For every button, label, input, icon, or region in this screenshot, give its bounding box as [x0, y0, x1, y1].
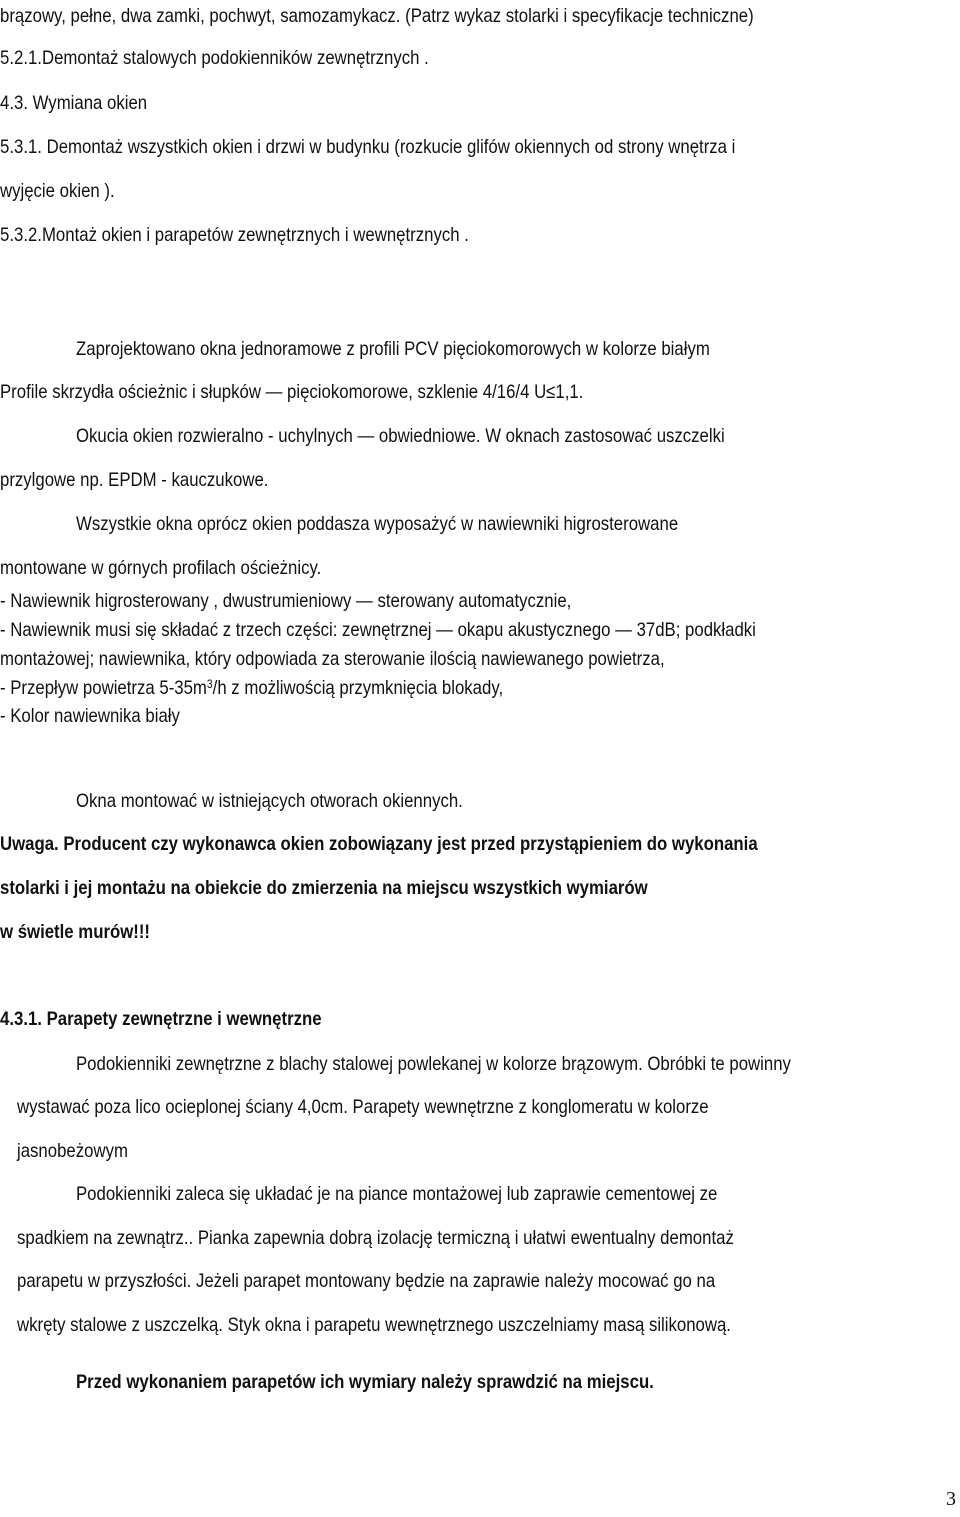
text-fragment: - Przepływ powietrza 5-35m [0, 677, 207, 699]
paragraph-line: montowane w górnych profilach ościeżnicy. [0, 557, 322, 579]
paragraph-line: Podokienniki zaleca się układać je na piance montażowej lub zaprawie cementowej ze [76, 1183, 718, 1205]
text-line: brązowy, pełne, dwa zamki, pochwyt, samozamykacz. (Patrz wykaz stolarki i specyfikacje techniczne) [0, 5, 754, 27]
paragraph-line: Okna montować w istniejących otworach okiennych. [76, 790, 463, 812]
paragraph-line: spadkiem na zewnątrz.. Pianka zapewnia dobrą izolację termiczną i ułatwi ewentualny demontaż [17, 1227, 734, 1249]
section-heading: 4.3.1. Parapety zewnętrzne i wewnętrzne [0, 1008, 322, 1030]
list-item: - Kolor nawiewnika biały [0, 705, 180, 727]
paragraph-line: Podokienniki zewnętrzne z blachy stalowej powlekanej w kolorze brązowym. Obróbki te powinny [76, 1053, 791, 1075]
paragraph-line: wystawać poza lico ocieplonej ściany 4,0cm. Parapety wewnętrzne z konglomeratu w kolorze [17, 1096, 709, 1118]
list-item [0, 677, 503, 699]
warning-line: stolarki i jej montażu na obiekcie do zmierzenia na miejscu wszystkich wymiarów [0, 877, 648, 899]
text-line: wyjęcie okien ). [0, 180, 115, 202]
paragraph-line: parapetu w przyszłości. Jeżeli parapet montowany będzie na zaprawie należy mocować go na [17, 1270, 716, 1292]
paragraph-line: przylgowe np. EPDM - kauczukowe. [0, 469, 269, 491]
page-number: 3 [946, 1488, 956, 1510]
section-heading: 4.3. Wymiana okien [0, 92, 148, 114]
superscript: 3 [206, 677, 213, 691]
warning-line: Uwaga. Producent czy wykonawca okien zobowiązany jest przed przystąpieniem do wykonania [0, 833, 758, 855]
paragraph-line: Wszystkie okna oprócz okien poddasza wyposażyć w nawiewniki higrosterowane [76, 513, 679, 535]
paragraph-line: Zaprojektowano okna jednoramowe z profili PCV pięciokomorowych w kolorze białym [76, 338, 710, 360]
paragraph-line: jasnobeżowym [17, 1140, 128, 1162]
list-item: - Nawiewnik higrosterowany , dwustrumieniowy — sterowany automatycznie, [0, 590, 572, 612]
section-heading: 5.3.2.Montaż okien i parapetów zewnętrznych i wewnętrznych . [0, 224, 469, 246]
list-item: montażowej; nawiewnika, który odpowiada za sterowanie ilością nawiewanego powietrza, [0, 648, 665, 670]
paragraph-line: Okucia okien rozwieralno - uchylnych — obwiedniowe. W oknach zastosować uszczelki [76, 425, 725, 447]
paragraph-line: wkręty stalowe z uszczelką. Styk okna i parapetu wewnętrznego uszczelniamy masą silikonową. [17, 1314, 731, 1336]
important-note: Przed wykonaniem parapetów ich wymiary należy sprawdzić na miejscu. [76, 1371, 654, 1393]
text-fragment: /h z możliwością przymknięcia blokady, [212, 677, 504, 699]
paragraph-line: Profile skrzydła ościeżnic i słupków — pięciokomorowe, szklenie 4/16/4 U≤1,1. [0, 381, 584, 403]
warning-line: w świetle murów!!! [0, 921, 151, 943]
list-item: - Nawiewnik musi się składać z trzech części: zewnętrznej — okapu akustycznego — 37dB; podkładki [0, 619, 756, 641]
section-heading: 5.3.1. Demontaż wszystkich okien i drzwi w budynku (rozkucie glifów okiennych od strony wnętrza i [0, 136, 736, 158]
section-heading: 5.2.1.Demontaż stalowych podokienników zewnętrznych . [0, 47, 429, 69]
